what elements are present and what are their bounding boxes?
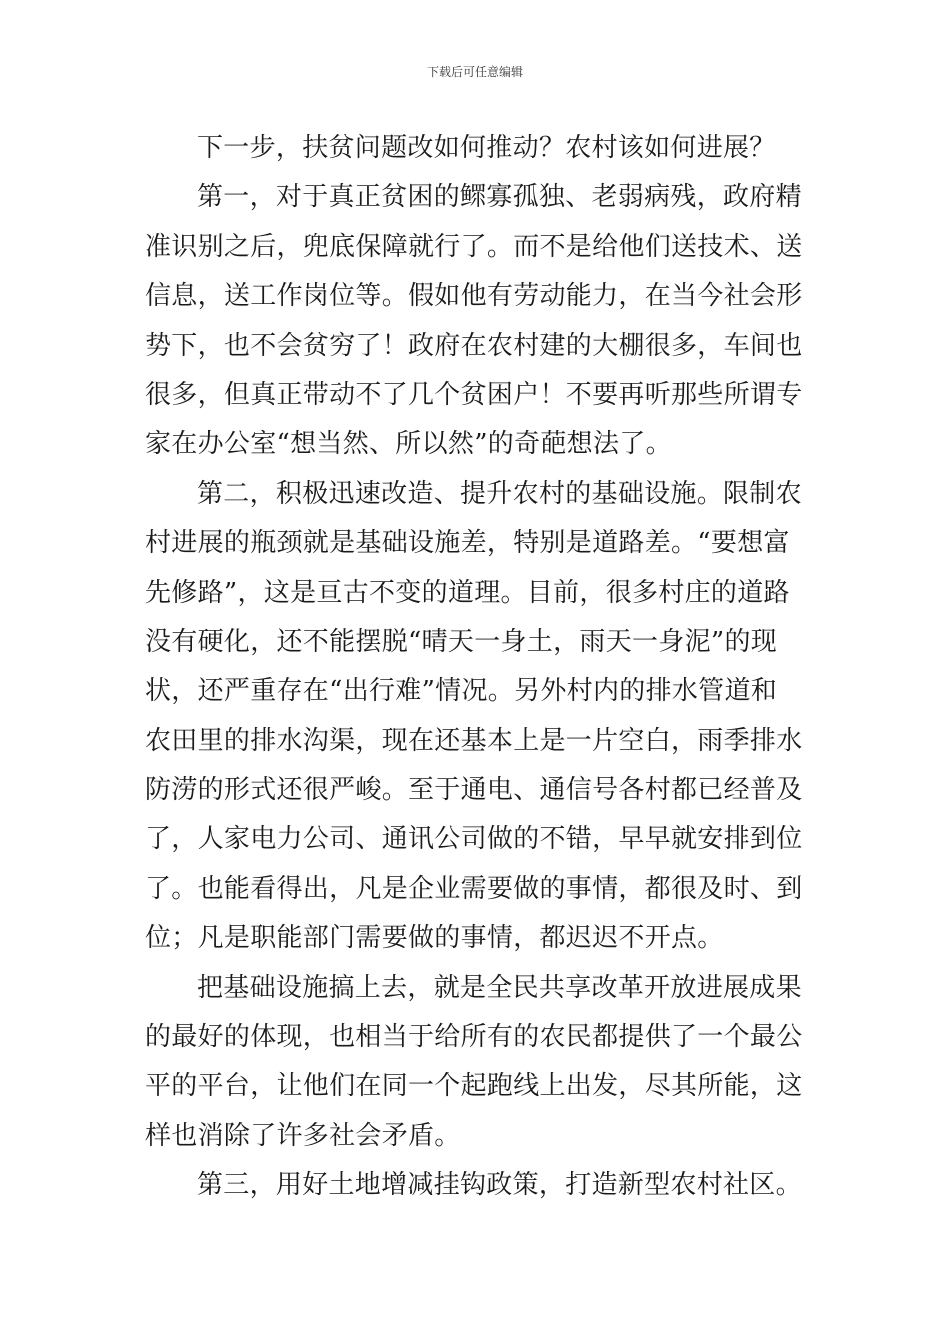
text-line: 防涝的形式还很严峻。至于通电、通信号各村都已经普及 [145,775,803,806]
text-line: 样也消除了许多社会矛盾。 [145,1120,461,1151]
page-header: 下载后可任意编辑 [426,65,523,79]
text-line: 很多，但真正带动不了几个贫困户！不要再听那些所谓专 [145,379,803,410]
text-line: 的最好的体现，也相当于给所有的农民都提供了一个最公 [145,1022,803,1053]
paragraph-2 [145,173,809,469]
text-line: 第一，对于真正贫困的鳏寡孤独、老弱病残，政府精 [197,182,802,213]
paragraph-4 [145,964,809,1162]
text-line: 第三，用好土地增减挂钩政策，打造新型农村社区。 [197,1170,802,1201]
text-line: 农田里的排水沟渠，现在还基本上是一片空白，雨季排水 [145,725,803,756]
text-line: 势下，也不会贫穷了！政府在农村建的大棚很多，车间也 [145,330,803,361]
paragraph-1 [145,124,809,173]
text-line: 没有硬化，还不能摆脱“晴天一身土，雨天一身泥”的现 [145,626,778,657]
document-body [145,124,809,1211]
text-line: 第二，积极迅速改造、提升农村的基础设施。限制农 [197,478,802,509]
text-line: 平的平台，让他们在同一个起跑线上出发，尽其所能，这 [145,1071,803,1102]
paragraph-5 [145,1161,809,1210]
text-line: 村进展的瓶颈就是基础设施差，特别是道路差。“要想富 [145,528,790,559]
text-line: 了，人家电力公司、通讯公司做的不错，早早就安排到位 [145,824,803,855]
text-line: 准识别之后，兜底保障就行了。而不是给他们送技术、送 [145,231,803,262]
text-line: 信息，送工作岗位等。假如他有劳动能力，在当今社会形 [145,281,803,312]
paragraph-3 [145,470,809,964]
text-line: 家在办公室“想当然、所以然”的奇葩想法了。 [145,429,672,460]
text-line: 下一步，扶贫问题改如何推动？农村该如何进展？ [197,133,776,163]
text-line: 先修路”，这是亘古不变的道理。目前，很多村庄的道路 [145,577,790,608]
text-line: 了。也能看得出，凡是企业需要做的事情，都很及时、到 [145,873,803,904]
text-line: 把基础设施搞上去，就是全民共享改革开放进展成果 [197,972,802,1003]
text-line: 状，还严重存在“出行难”情况。另外村内的排水管道和 [145,676,778,707]
text-line: 位；凡是职能部门需要做的事情，都迟迟不开点。 [145,923,724,954]
